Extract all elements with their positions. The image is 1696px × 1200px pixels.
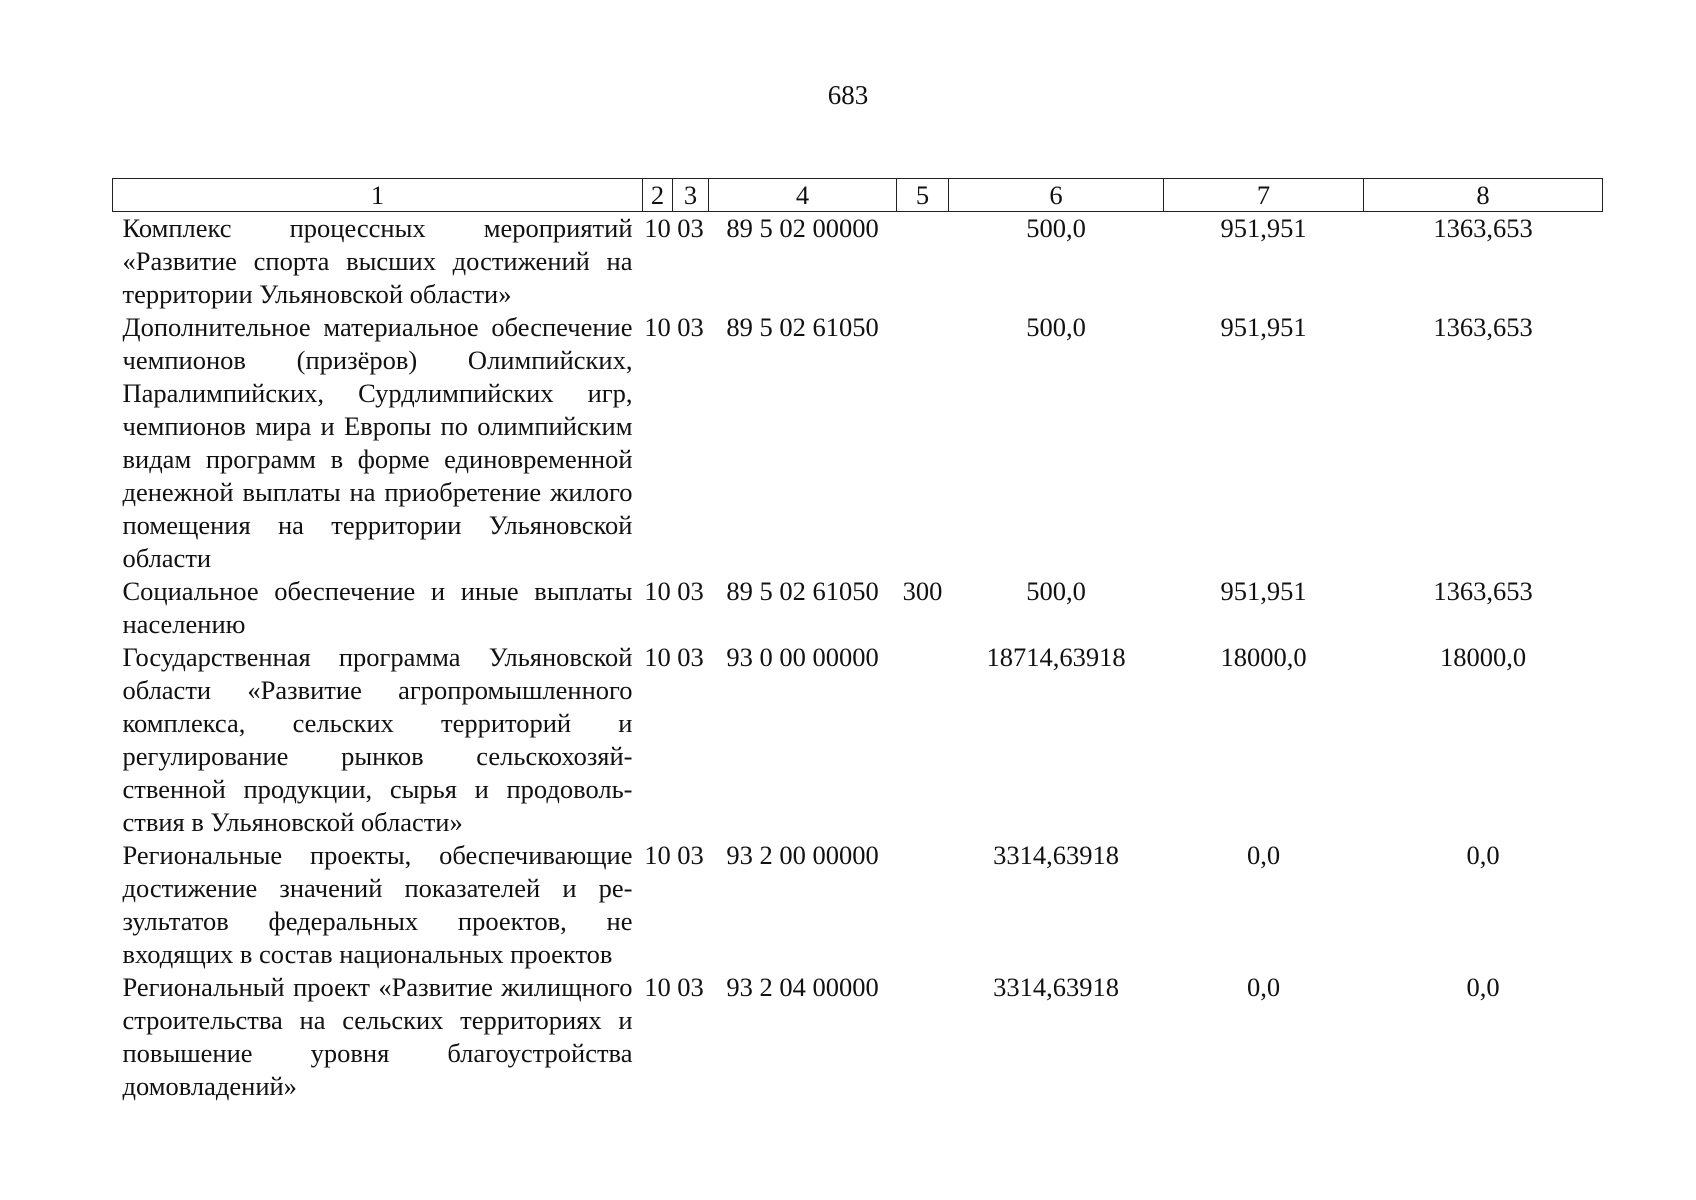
row-value-6: 500,0 xyxy=(1026,312,1086,342)
row-csr: 93 2 04 00000 xyxy=(726,972,879,1002)
table-row xyxy=(113,212,1603,312)
row-rz: 10 xyxy=(644,642,671,672)
row-value-6: 500,0 xyxy=(1026,576,1086,606)
row-rz: 10 xyxy=(644,312,671,342)
header-col-7: 7 xyxy=(1164,179,1364,212)
row-value-8: 1363,653 xyxy=(1433,213,1533,243)
row-name: Региональные проекты, обеспечивающие достижение значений показателей и результатов федеральных проектов, не входящих в состав национальных проектов xyxy=(122,840,633,969)
row-value-7: 0,0 xyxy=(1246,972,1281,1002)
row-pr: 03 xyxy=(677,840,704,870)
header-col-8: 8 xyxy=(1364,179,1603,212)
row-value-6: 3314,63918 xyxy=(993,840,1119,870)
header-col-5: 5 xyxy=(897,179,949,212)
row-value-8: 0,0 xyxy=(1466,840,1500,870)
row-value-6: 18714,63918 xyxy=(986,642,1126,672)
row-vr: 300 xyxy=(902,576,943,606)
row-value-8: 1363,653 xyxy=(1433,312,1533,342)
header-col-3: 3 xyxy=(673,179,709,212)
row-name: Дополнительное материальное обеспечение чемпионов (призёров) Олимпийских, Паралимпийских, Сурдлимпийских игр, чемпионов мира и Европы по олимпийским видам программ в форме единовременной денежной выплаты на приобретение жилого помещения на территории Ульяновской области xyxy=(122,312,633,573)
row-name: Социальное обеспечение и иные выплаты населению xyxy=(122,576,633,639)
row-vr xyxy=(897,311,949,575)
row-value-8: 1363,653 xyxy=(1433,576,1533,606)
page-number: 683 xyxy=(827,80,869,110)
header-col-6: 6 xyxy=(949,179,1164,212)
row-value-7: 18000,0 xyxy=(1220,642,1307,672)
row-value-6: 3314,63918 xyxy=(993,972,1119,1002)
row-pr: 03 xyxy=(677,213,704,243)
header-row xyxy=(113,179,1603,212)
row-value-8: 0,0 xyxy=(1466,972,1500,1002)
table-row xyxy=(113,311,1603,575)
row-value-7: 951,951 xyxy=(1220,576,1307,606)
row-csr: 93 0 00 00000 xyxy=(726,642,879,672)
row-csr: 89 5 02 61050 xyxy=(726,312,879,342)
row-value-7: 951,951 xyxy=(1220,312,1307,342)
row-vr xyxy=(897,641,949,839)
row-csr: 89 5 02 61050 xyxy=(726,576,879,606)
row-value-6: 500,0 xyxy=(1026,213,1086,243)
table-row xyxy=(113,971,1603,1103)
row-value-8: 18000,0 xyxy=(1439,642,1527,672)
row-pr: 03 xyxy=(677,576,704,606)
row-value-7: 951,951 xyxy=(1220,213,1307,243)
table-row xyxy=(113,641,1603,839)
row-rz: 10 xyxy=(644,213,671,243)
row-pr: 03 xyxy=(677,972,704,1002)
row-vr xyxy=(897,212,949,312)
row-pr: 03 xyxy=(677,642,704,672)
row-rz: 10 xyxy=(644,840,671,870)
row-rz: 10 xyxy=(644,972,671,1002)
row-vr xyxy=(897,839,949,971)
table-row xyxy=(113,575,1603,641)
row-csr: 89 5 02 00000 xyxy=(726,213,879,243)
header-col-2: 2 xyxy=(643,179,673,212)
row-vr xyxy=(897,971,949,1103)
table-row xyxy=(113,839,1603,971)
budget-table xyxy=(112,178,1603,1103)
header-col-4: 4 xyxy=(709,179,897,212)
row-name: Государственная программа Ульяновской области «Развитие агропромышленного комплекса, сельских территорий и регулирование рынков сельскохозяйственной продукции, сырья и продовольствия в Ульяновской области» xyxy=(122,642,633,837)
row-csr: 93 2 00 00000 xyxy=(726,840,879,870)
row-name: Комплекс процессных мероприятий «Развитие спорта высших достижений на территории Ульяновской области» xyxy=(122,213,633,309)
row-value-7: 0,0 xyxy=(1246,840,1281,870)
row-pr: 03 xyxy=(677,312,704,342)
row-name: Региональный проект «Развитие жилищного строительства на сельских территориях и повышение уровня благоустройства домовладений» xyxy=(122,972,633,1101)
row-rz: 10 xyxy=(644,576,671,606)
header-col-1: 1 xyxy=(113,179,643,212)
